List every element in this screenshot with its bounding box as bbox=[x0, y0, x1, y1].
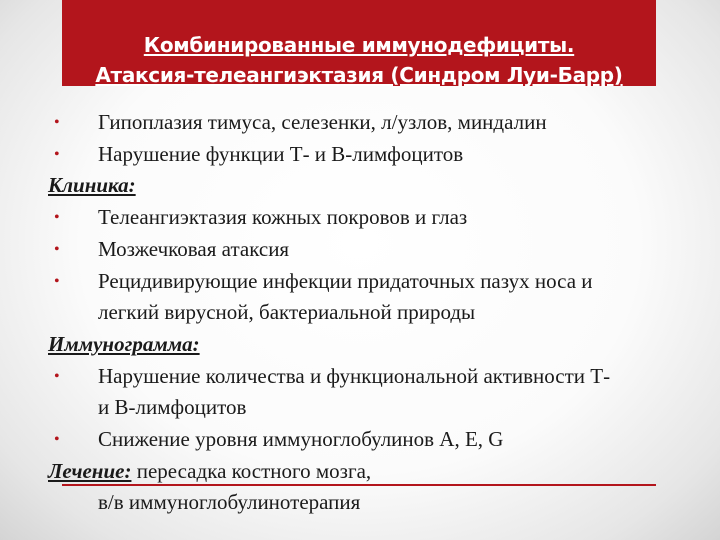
list-item bbox=[48, 107, 700, 139]
list-item bbox=[48, 234, 700, 266]
list-item-line-1: Рецидивирующие инфекции придаточных пазух носа и bbox=[98, 268, 593, 293]
bottom-divider bbox=[62, 484, 656, 486]
bullet-icon: • bbox=[54, 431, 60, 449]
list-item-text: Мозжечковая атаксия bbox=[98, 236, 290, 261]
list-item bbox=[48, 202, 700, 234]
list-item bbox=[48, 139, 700, 171]
list-item-text: Нарушение функции Т- и В-лимфоцитов bbox=[98, 141, 464, 166]
bullet-icon: • bbox=[54, 240, 60, 258]
list-item-line-2: легкий вирусной, бактериальной природы bbox=[98, 300, 476, 325]
list-item-line-1: Нарушение количества и функциональной активности Т- bbox=[98, 363, 611, 388]
list-item-text: Снижение уровня иммуноглобулинов А, Е, G bbox=[98, 427, 504, 452]
immunogram-heading: Иммунограмма: bbox=[48, 331, 200, 356]
list-item-text bbox=[98, 266, 700, 329]
bullet-icon: • bbox=[54, 272, 60, 290]
treatment-text: пересадка костного мозга, bbox=[131, 458, 372, 483]
bullet-icon: • bbox=[54, 145, 60, 163]
list-item-line-2: и В-лимфоцитов bbox=[98, 395, 247, 420]
bullet-icon: • bbox=[54, 114, 60, 131]
slide-content bbox=[48, 107, 700, 519]
list-item bbox=[48, 361, 700, 424]
bullet-icon: • bbox=[54, 367, 60, 385]
treatment-heading: Лечение: bbox=[48, 458, 132, 483]
bullet-icon: • bbox=[54, 209, 60, 227]
treatment-line-2: в/в иммуноглобулинотерапия bbox=[98, 490, 361, 515]
list-item-text: Гипоплазия тимуса, селезенки, л/узлов, миндалин bbox=[98, 110, 547, 134]
list-item-text: Телеангиэктазия кожных покровов и глаз bbox=[98, 205, 468, 230]
title-line-1: Комбинированные иммунодефициты. bbox=[143, 33, 575, 57]
list-item-text bbox=[98, 361, 700, 424]
slide-title bbox=[62, 30, 656, 90]
list-item bbox=[48, 424, 700, 456]
list-item bbox=[48, 266, 700, 329]
title-line-2: Атаксия-телеангиэктазия (Синдром Луи-Барр) bbox=[95, 63, 623, 87]
treatment-line bbox=[48, 456, 700, 488]
clinic-heading: Клиника: bbox=[48, 173, 136, 198]
